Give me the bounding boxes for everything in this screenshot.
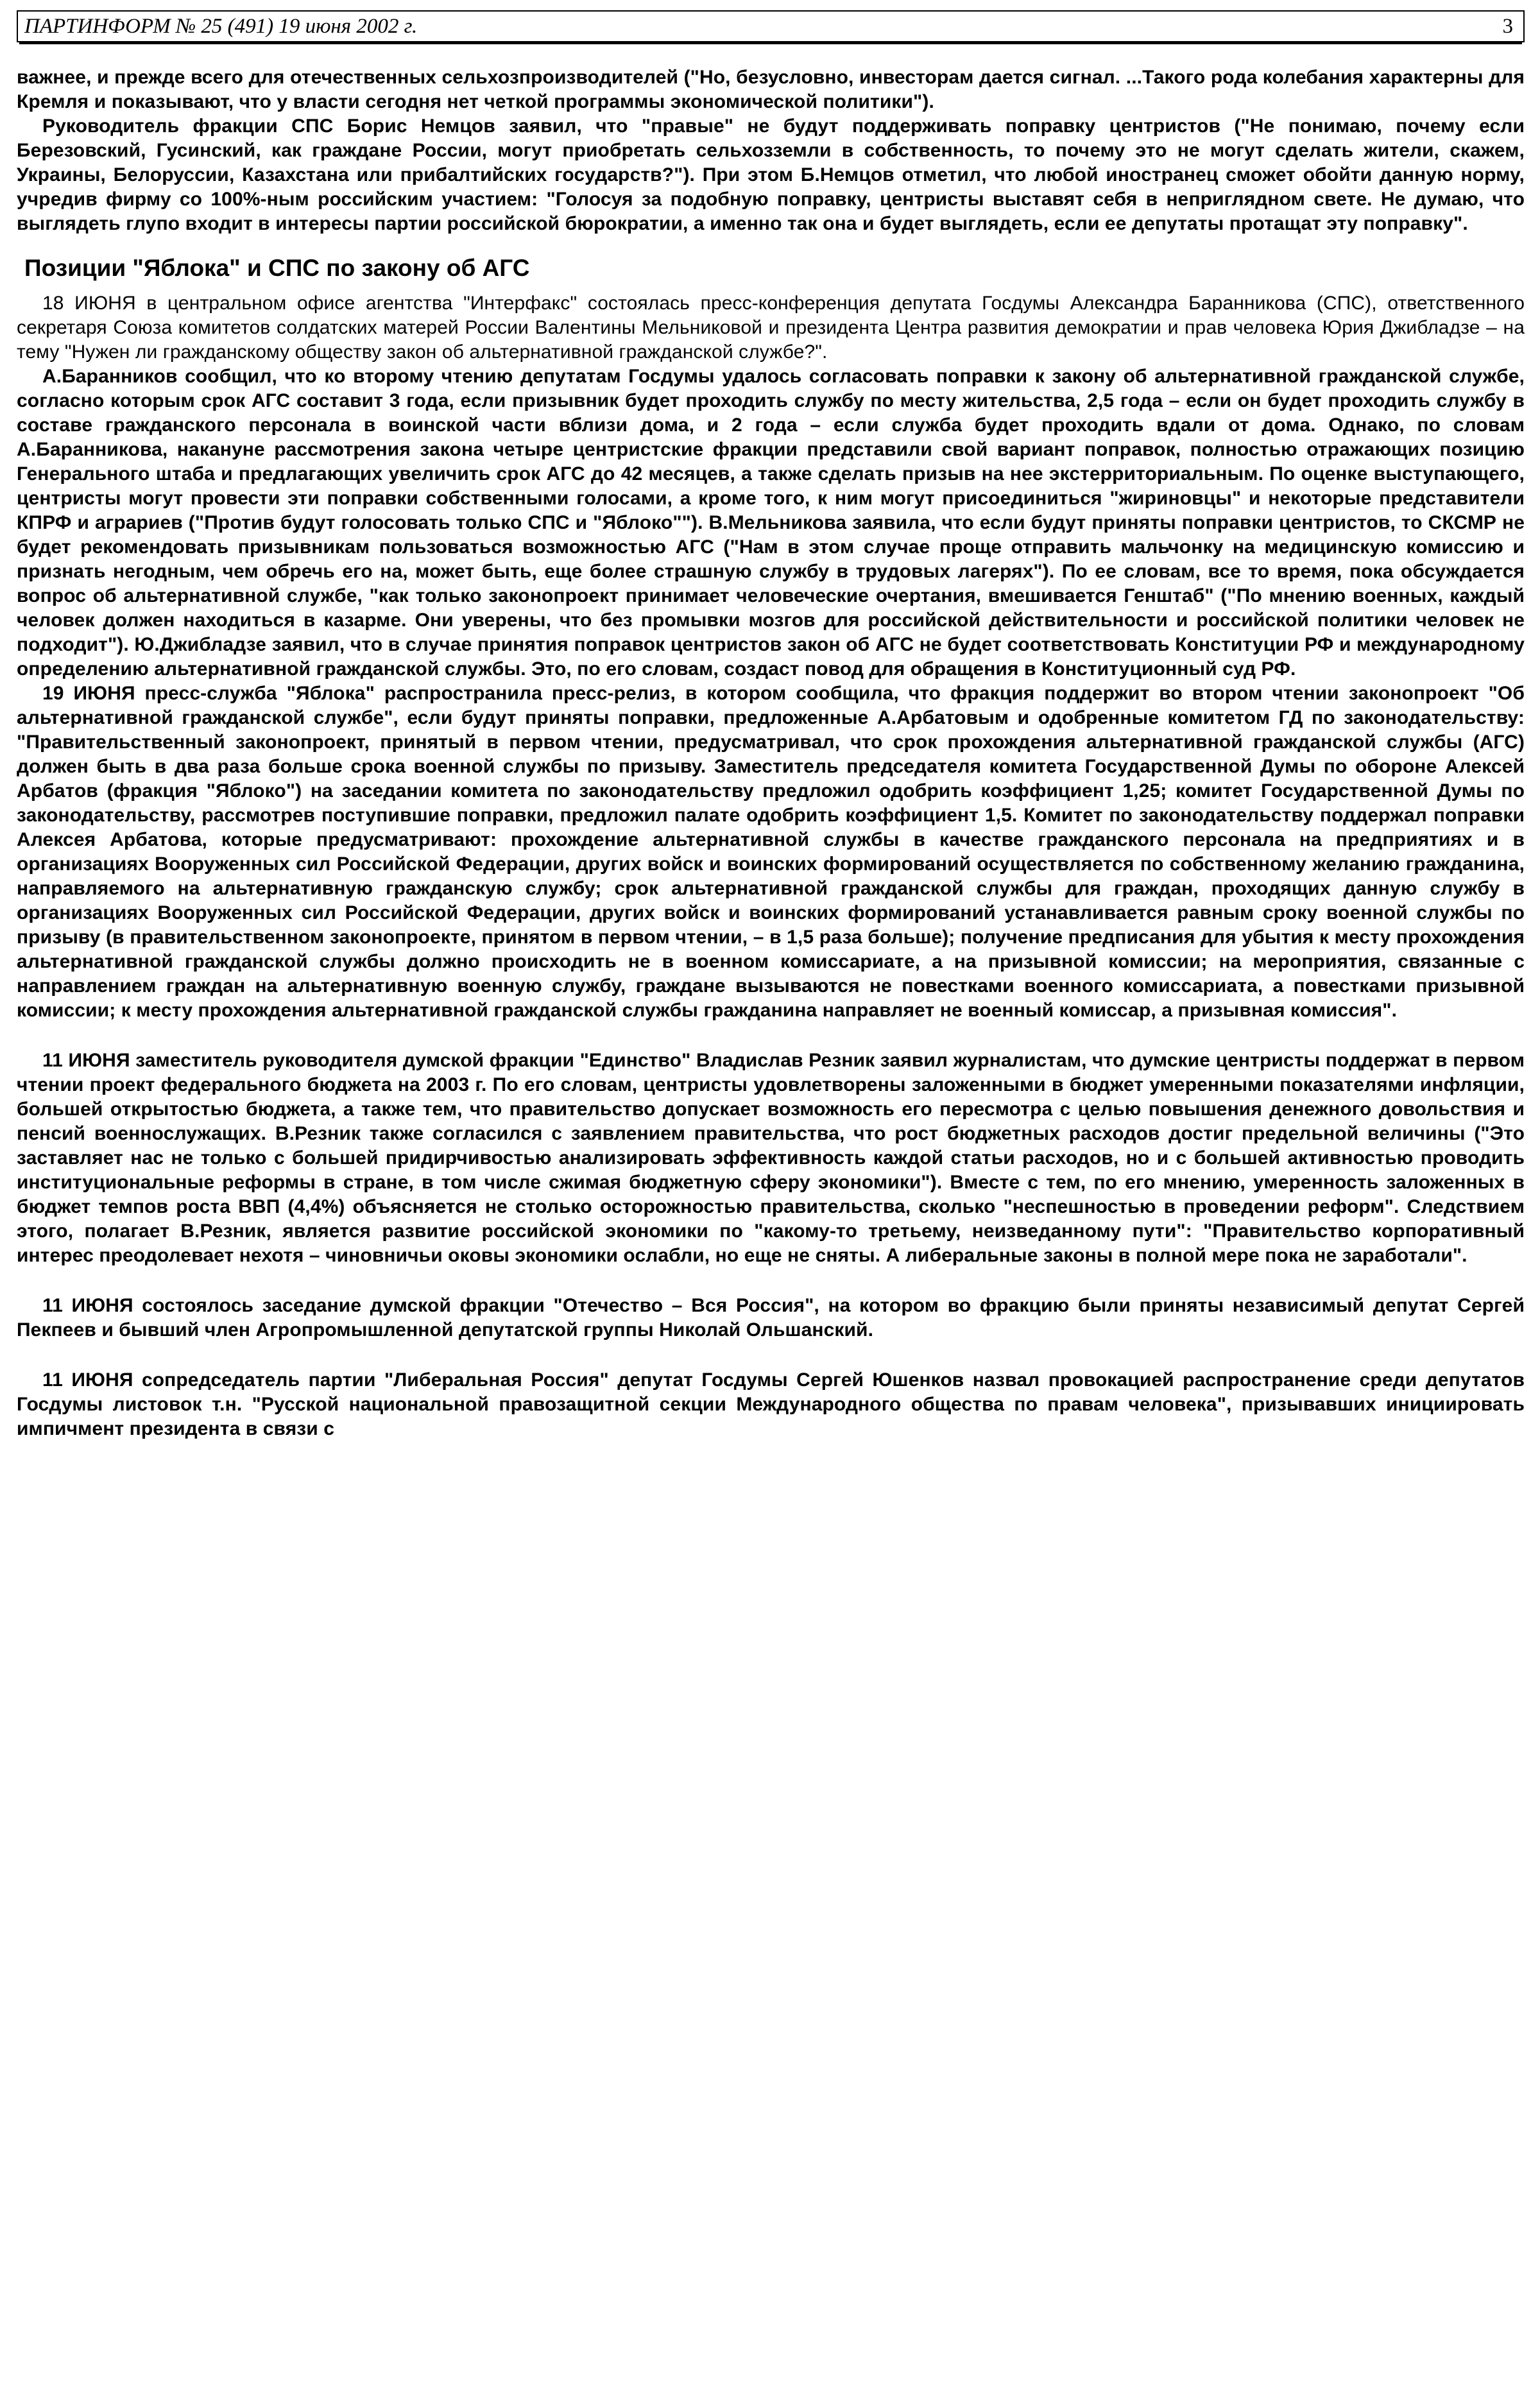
page-number: 3: [1502, 14, 1513, 38]
page-header: [17, 10, 1525, 42]
paragraph: 18 ИЮНЯ в центральном офисе агентства "Интерфакс" состоялась пресс-конференция депутата Госдумы Александра Баранникова (СПС), ответственного секретаря Союза комитетов солдатских матерей России Валентины Мельниковой и президента Центра развития демократии и прав человека Юрия Джибладзе – на тему "Нужен ли гражданскому обществу закон об альтернативной гражданской службе?".: [17, 293, 1525, 363]
page-body: [17, 65, 1525, 1441]
paragraph: А.Баранников сообщил, что ко второму чтению депутатам Госдумы удалось согласовать поправки к закону об альтернативной гражданской службе, согласно которым срок АГС составит 3 года, если призывник будет проходить службу по месту жительства, 2,5 года – если он будет проходить службу в составе гражданского персонала в воинской части вблизи дома, и 2 года – если служба будет проходить вдали от дома. Однако, по словам А.Баранникова, накануне рассмотрения закона четыре центристские фракции представили свой вариант поправок, полностью отражающих позицию Генерального штаба и предлагающих увеличить срок АГС до 42 месяцев, а также сделать призыв на нее экстерриториальным. По оценке выступающего, центристы могут провести эти поправки собственными голосами, а кроме того, к ним могут присоединиться "жириновцы" и некоторые представители КПРФ и аграриев ("Против будут голосовать только СПС и "Яблоко""). В.Мельникова заявила, что если будут приняты поправки центристов, то СКСМР не будет рекомендовать призывникам пользоваться возможностью АГС ("Нам в этом случае проще отправить мальчонку на медицинскую комиссию и признать негодным, чем обречь его на, может быть, еще более страшную службу в трудовых лагерях"). По ее словам, все то время, пока обсуждается вопрос об альтернативной службе, "как только законопроект принимает человеческие очертания, вмешивается Генштаб" ("По мнению военных, каждый человек должен находиться в казарме. Они уверены, что без промывки мозгов для российской действительности и российской политики человек не подходит"). Ю.Джибладзе заявил, что в случае принятия поправок центристов закон об АГС не будет соответствовать Конституции РФ и международному определению альтернативной гражданской службы. Это, по его словам, создаст повод для обращения в Конституционный суд РФ.: [17, 366, 1525, 680]
paragraph: 11 ИЮНЯ сопредседатель партии "Либеральная Россия" депутат Госдумы Сергей Юшенков назвал провокацией распространение среди депутатов Госдумы листовок т.н. "Русской национальной правозащитной секции Международного общества по правам человека", призывавших инициировать импичмент президента в связи с: [17, 1369, 1525, 1439]
paragraph: 19 ИЮНЯ пресс-служба "Яблока" распространила пресс-релиз, в котором сообщила, что фракция поддержит во втором чтении законопроект "Об альтернативной гражданской службе", если будут приняты поправки, предложенные А.Арбатовым и одобренные комитетом ГД по законодательству: "Правительственный законопроект, принятый в первом чтении, предусматривал, что срок прохождения альтернативной гражданской службы (АГС) должен быть в два раза больше срока военной службы по призыву. Заместитель председателя комитета Государственной Думы по обороне Алексей Арбатов (фракция "Яблоко") на заседании комитета по законодательству предложил одобрить коэффициент 1,25; комитет Государственной Думы по законодательству, рассмотрев поступившие поправки, предложил палате одобрить коэффициент 1,5. Комитет по законодательству поддержал поправки Алексея Арбатова, которые предусматривают: прохождение альтернативной службы в качестве гражданского персонала на предприятиях и в организациях Вооруженных сил Российской Федерации, других войск и воинских формирований осуществляется по собственному желанию гражданина, направляемого на альтернативную гражданскую службу; срок альтернативной гражданской службы для граждан, проходящих данную службу в организациях Вооруженных сил Российской Федерации, других войск и воинских формирований устанавливается равным сроку военной службы по призыву (в правительственном законопроекте, принятом в первом чтении, – в 1,5 раза больше); получение предписания для убытия к месту прохождения альтернативной гражданской службы должно происходить не в военном комиссариате, а на призывной комиссии; на мероприятия, связанные с направлением граждан на альтернативную военную службу, граждане вызываются не повестками военного комиссариата, а повестками призывной комиссии; к месту прохождения альтернативной гражданской службы гражданина направляет не военный комиссар, а призывная комиссия".: [17, 683, 1525, 1021]
newsletter-title: ПАРТИНФОРМ № 25 (491) 19 июня 2002 г.: [24, 14, 418, 38]
section-heading: Позиции "Яблока" и СПС по закону об АГС: [24, 255, 530, 281]
paragraph: 11 ИЮНЯ заместитель руководителя думской фракции "Единство" Владислав Резник заявил журналистам, что думские центристы поддержат в первом чтении проект федерального бюджета на 2003 г. По его словам, центристы удовлетворены заложенными в бюджет умеренными показателями инфляции, большей открытостью бюджета, а также тем, что правительство допускает возможность его пересмотра с целью повышения денежного довольствия и пенсий военнослужащих. В.Резник также согласился с заявлением правительства, что рост бюджетных расходов достиг предельной величины ("Это заставляет нас не только с большей придирчивостью анализировать эффективность каждой статьи расходов, но и с большей активностью проводить институциональные реформы в стране, в том числе сжимая бюджетную сферу экономики"). Вместе с тем, по его мнению, умеренность заложенных в бюджет темпов роста ВВП (4,4%) объясняется не столько осторожностью правительства, сколько "неспешностью в проведении реформ". Следствием этого, полагает В.Резник, является развитие российской экономики по "какому-то третьему, неизведанному пути": "Правительство корпоративный интерес преодолевает нехотя – чиновничьи оковы экономики ослабли, но еще не сняты. А либеральные законы в полной мере пока не заработали".: [17, 1050, 1525, 1266]
paragraph: 11 ИЮНЯ состоялось заседание думской фракции "Отечество – Вся Россия", на котором во фракцию были приняты независимый депутат Сергей Пекпеев и бывший член Агропромышленной депутатской группы Николай Ольшанский.: [17, 1295, 1525, 1341]
paragraph: Руководитель фракции СПС Борис Немцов заявил, что "правые" не будут поддерживать поправку центристов ("Не понимаю, почему если Березовский, Гусинский, как граждане России, могут приобретать сельхозземли в собственность, то почему это не могут сделать жители, скажем, Украины, Белоруссии, Казахстана или прибалтийских государств?"). При этом Б.Немцов отметил, что любой иностранец сможет обойти данную норму, учредив фирму со 100%-ным российским участием: "Голосуя за подобную поправку, центристы выставят себя в неприглядном свете. Не думаю, что выглядеть глупо входит в интересы партии российской бюрократии, а именно так она и будет выглядеть, если ее депутаты протащат эту поправку".: [17, 116, 1525, 234]
paragraph: важнее, и прежде всего для отечественных сельхозпроизводителей ("Но, безусловно, инвесторам дается сигнал. ...Такого рода колебания характерны для Кремля и показывают, что у власти сегодня нет четкой программы экономической политики").: [17, 67, 1525, 112]
